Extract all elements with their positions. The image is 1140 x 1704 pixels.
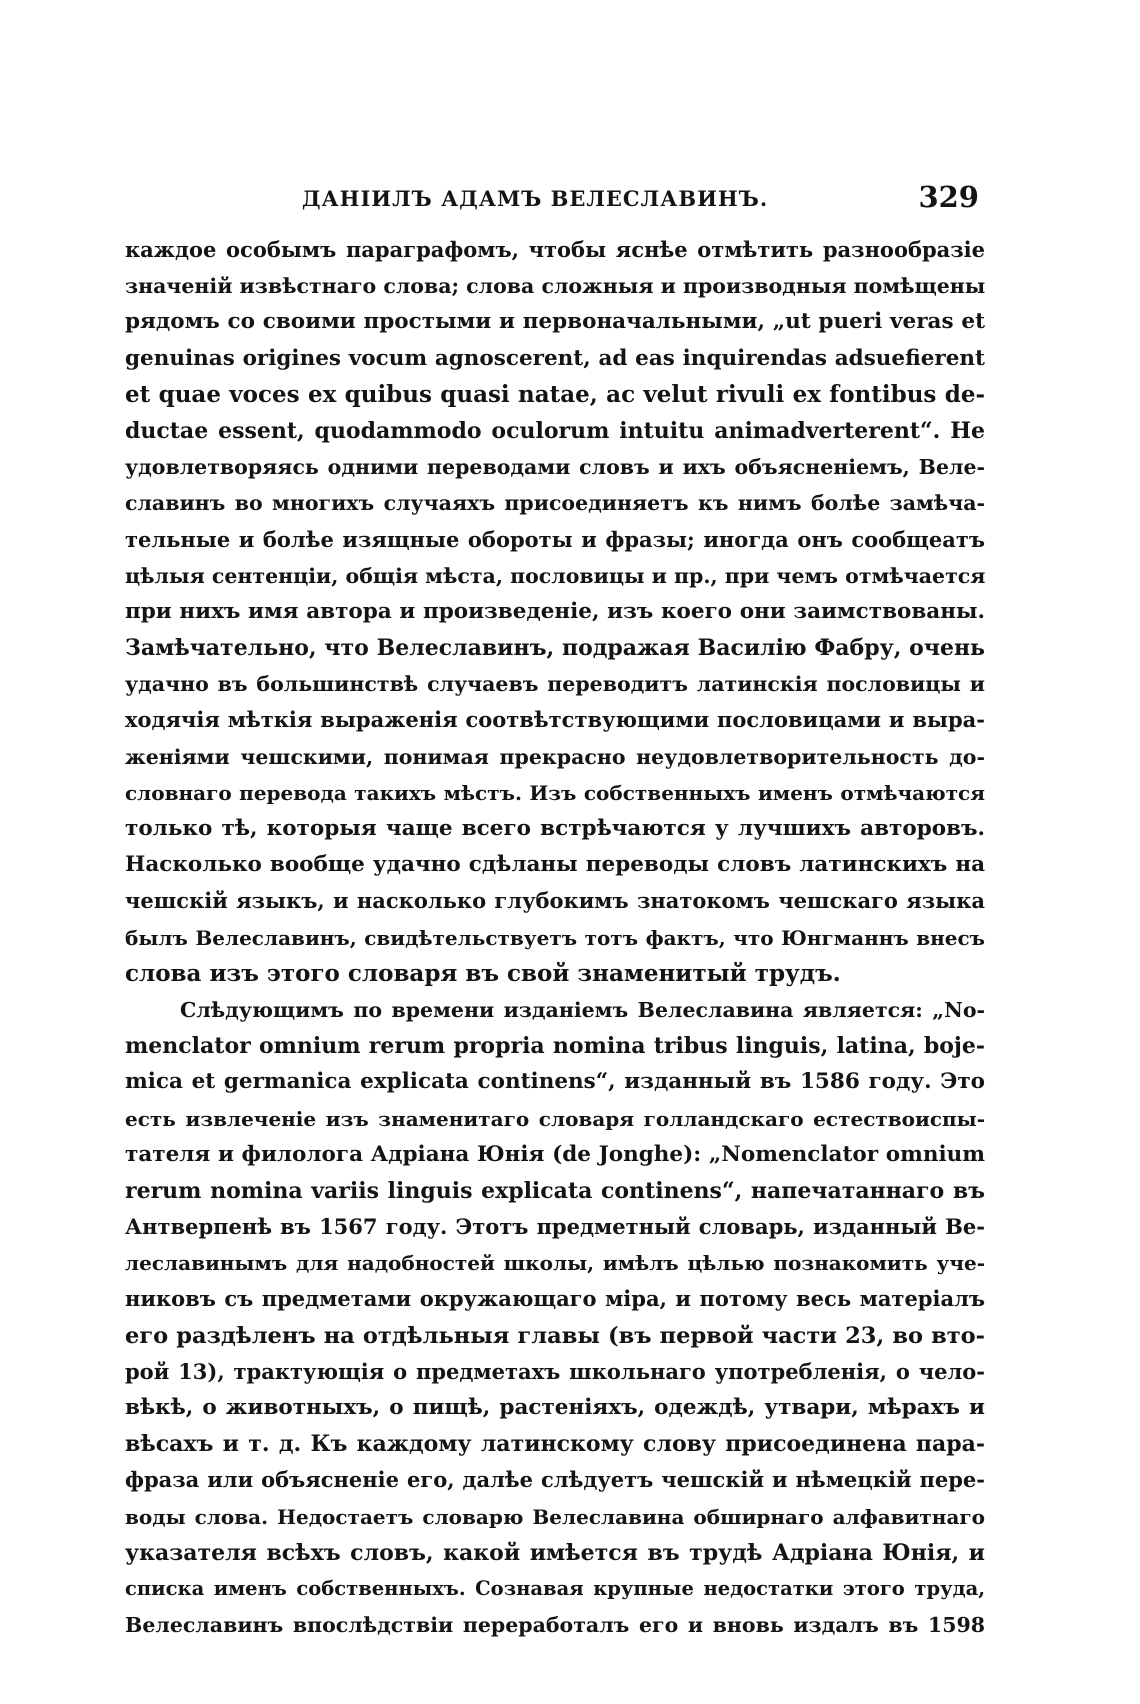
text-line: списка именъ собственныхъ. Сознавая крупные недостатки этого труда, bbox=[125, 1576, 985, 1600]
text-line: чешскій языкъ, и насколько глубокимъ знатокомъ чешскаго языка bbox=[125, 888, 985, 914]
text-line: фраза или объясненіе его, далѣе слѣдуетъ чешскій и нѣмецкій пере- bbox=[125, 1467, 985, 1493]
text-line: Замѣчательно, что Велеславинъ, подражая Василію Фабру, очень bbox=[125, 635, 985, 662]
text-line: значеній извѣстнаго слова; слова сложныя и производныя помѣщены bbox=[125, 274, 985, 299]
text-line: воды слова. Недостаетъ словарю Велеславина обширнаго алфавитнаго bbox=[125, 1504, 985, 1529]
text-line: словнаго перевода такихъ мѣстъ. Изъ собственныхъ именъ отмѣчаются bbox=[125, 780, 985, 805]
text-line: et quae voces ex quibus quasi natae, ac velut rivuli ex fontibus de- bbox=[125, 380, 985, 408]
text-line: menclator omnium rerum propria nomina tribus linguis, latina, boje- bbox=[125, 1033, 985, 1060]
text-line: при нихъ имя автора и произведеніе, изъ коего они заимствованы. bbox=[125, 598, 985, 624]
running-head: ДАНІИЛЪ АДАМЪ ВЕЛЕСЛАВИНЪ. bbox=[301, 186, 769, 211]
text-line: леславинымъ для надобностей школы, имѣлъ цѣлью познакомить уче- bbox=[125, 1251, 985, 1276]
text-line: ductae essent, quodammodo oculorum intuitu animadverterent“. Не bbox=[125, 417, 985, 444]
text-line: Велеславинъ впослѣдствіи переработалъ его и вновь издалъ въ 1598 bbox=[125, 1613, 985, 1638]
text-line: указателя всѣхъ словъ, какой имѣется въ трудѣ Адріана Юнія, и bbox=[125, 1539, 985, 1566]
text-line: genuinas origines vocum agnoscerent, ad eas inquirendas adsuefierent bbox=[125, 345, 985, 371]
text-line: тателя и филолога Адріана Юнія (de Jonghe): „Nomenclator omnium bbox=[125, 1141, 985, 1167]
text-line: Слѣдующимъ по времени изданіемъ Велеславина является: „No- bbox=[180, 997, 985, 1022]
text-line: слова изъ этого словаря въ свой знаменитый трудъ. bbox=[125, 959, 841, 987]
text-line: удовлетворяясь одними переводами словъ и ихъ объясненіемъ, Веле- bbox=[125, 455, 985, 480]
text-line: есть извлеченіе изъ знаменитаго словаря голландскаго естествоиспы- bbox=[125, 1106, 985, 1131]
text-line: удачно въ большинствѣ случаевъ переводитъ латинскія пословицы и bbox=[125, 672, 985, 697]
text-line: цѣлыя сентенціи, общія мѣста, пословицы и пр., при чемъ отмѣчается bbox=[125, 563, 985, 588]
text-line: никовъ съ предметами окружающаго міра, и потому весь матеріалъ bbox=[125, 1286, 985, 1312]
book-page bbox=[125, 180, 985, 1643]
text-line: тельные и болѣе изящные обороты и фразы; иногда онъ сообщеатъ bbox=[125, 526, 985, 552]
text-line: рой 13), трактующія о предметахъ школьнаго употребленія, о чело- bbox=[125, 1358, 985, 1384]
text-line: каждое особымъ параграфомъ, чтобы яснѣе отмѣтить разнообразіе bbox=[125, 237, 985, 262]
page-header bbox=[125, 180, 985, 228]
text-line: rerum nomina variis linguis explicata continens“, напечатаннаго въ bbox=[125, 1177, 985, 1204]
text-line: его раздѣленъ на отдѣльныя главы (въ первой части 23, во вто- bbox=[125, 1322, 985, 1349]
text-line: ходячія мѣткія выраженія соотвѣтствующими пословицами и выра- bbox=[125, 707, 985, 733]
text-line: Антверпенѣ въ 1567 году. Этотъ предметный словарь, изданный Ве- bbox=[125, 1214, 985, 1240]
paragraph bbox=[125, 992, 985, 1643]
page-number: 329 bbox=[918, 180, 979, 214]
text-line: mica et germanica explicata continens“, изданный въ 1586 году. Это bbox=[125, 1069, 985, 1095]
body-text bbox=[125, 232, 985, 1643]
text-line: только тѣ, которыя чаще всего встрѣчаются у лучшихъ авторовъ. bbox=[125, 816, 985, 841]
text-line: женіями чешскими, понимая прекрасно неудовлетворительность до- bbox=[125, 744, 985, 769]
text-line: славинъ во многихъ случаяхъ присоединяетъ къ нимъ болѣе замѣча- bbox=[125, 491, 985, 516]
paragraph bbox=[125, 232, 985, 992]
text-line: вѣкѣ, о животныхъ, о пищѣ, растеніяхъ, одеждѣ, утвари, мѣрахъ и bbox=[125, 1395, 985, 1420]
text-line: рядомъ со своими простыми и первоначальными, „ut pueri veras et bbox=[125, 309, 985, 335]
text-line: былъ Велеславинъ, свидѣтельствуетъ тотъ фактъ, что Юнгманнъ внесъ bbox=[125, 925, 985, 950]
text-line: вѣсахъ и т. д. Къ каждому латинскому слову присоединена пара- bbox=[125, 1431, 985, 1458]
text-line: Насколько вообще удачно сдѣланы переводы словъ латинскихъ на bbox=[125, 852, 985, 878]
